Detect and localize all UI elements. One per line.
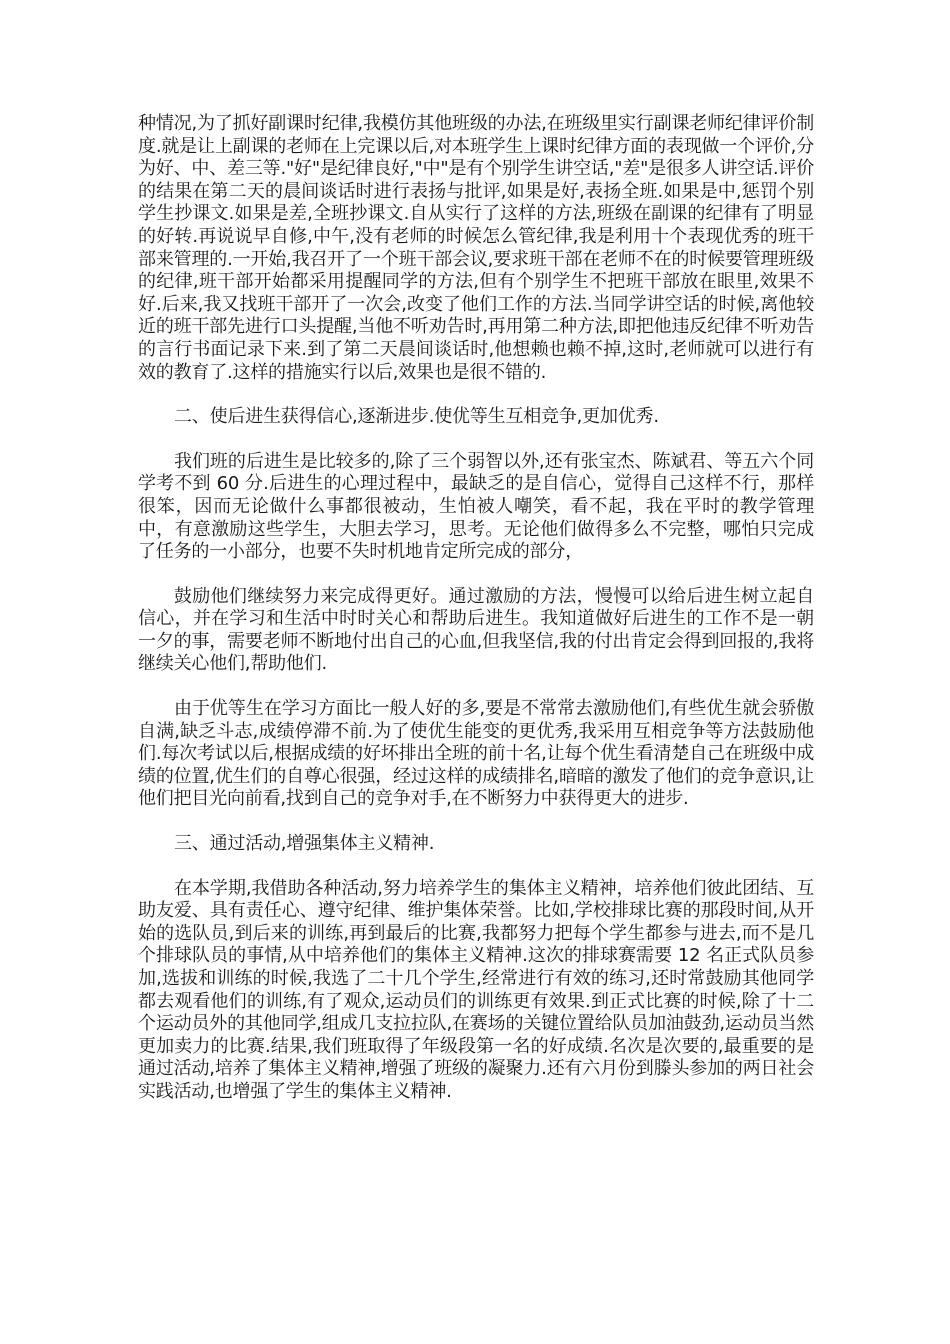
section-heading-three: 三、通过活动,增强集体主义精神. <box>174 833 435 855</box>
section-heading-two: 二、使后进生获得信心,逐渐进步.使优等生互相竞争,更加优秀. <box>174 406 659 428</box>
paragraph-class-discipline: 种情况,为了抓好副课时纪律,我模仿其他班级的办法,在班级里实行副课老师纪律评价制度.就是让上副课的老师在上完课以后,对本班学生上课时纪律方面的表现做一个评价,分为好、中、差三等."好"是纪律良好,"中"是有个别学生讲空话,"差"是很多人讲空话.评价的结果在第二天的晨间谈话时进行表扬与批评,如果是好,表扬全班.如果是中,惩罚个别学生抄课文.如果是差,全班抄课文.自从实行了这样的方法,班级在副课的纪律有了明显的好转.再说说早自修,中午,没有老师的时候怎么管纪律,我是利用十个表现优秀的班干部来管理的.一开始,我召开了一个班干部会议,要求班干部在老师不在的时候要管理班级的纪律,班干部开始都采用提醒同学的方法,但有个别学生不把班干部放在眼里,效果不好.后来,我又找班干部开了一次会,改变了他们工作的方法.当同学讲空话的时候,离他较近的班干部先进行口头提醒,当他不听劝告时,再用第二种方法,即把他违反纪律不听劝告的言行书面记录下来.到了第二天晨间谈话时,他想赖也赖不掉,这时,老师就可以进行有效的教育了.这样的措施实行以后,效果也是很不错的. <box>138 113 814 383</box>
paragraph-encouragement: 鼓励他们继续努力来完成得更好。通过激励的方法，慢慢可以给后进生树立起自信心，并在学习和生活中时时关心和帮助后进生。我知道做好后进生的工作不是一朝一夕的事，需要老师不断地付出自己的心血,但我坚信,我的付出肯定会得到回报的,我将继续关心他们,帮助他们. <box>138 585 814 675</box>
paragraph-top-students: 由于优等生在学习方面比一般人好的多,要是不常常去激励他们,有些优生就会骄傲自满,缺乏斗志,成绩停滞不前.为了使优生能变的更优秀,我采用互相竞争等方法鼓励他们.每次考试以后,根据成绩的好坏排出全班的前十名,让每个优生看清楚自己在班级中成绩的位置,优生们的自尊心很强，经过这样的成绩排名,暗暗的激发了他们的竞争意识,让他们把目光向前看,找到自己的竞争对手,在不断努力中获得更大的进步. <box>138 698 814 810</box>
paragraph-underachievers: 我们班的后进生是比较多的,除了三个弱智以外,还有张宝杰、陈斌君、等五六个同学考不到 60 分.后进生的心理过程中，最缺乏的是自信心，觉得自己这样不行，那样很笨，因而无论做什么事都很被动，生怕被人嘲笑，看不起，我在平时的教学管理中，有意激励这些学生，大胆去学习，思考。无论他们做得多么不完整，哪怕只完成了任务的一小部分，也要不失时机地肯定所完成的部分， <box>138 450 814 563</box>
paragraph-collective-spirit: 在本学期,我借助各种活动,努力培养学生的集体主义精神，培养他们彼此团结、互助友爱、具有责任心、遵守纪律、维护集体荣誉。比如,学校排球比赛的那段时间,从开始的选队员,到后来的训练,再到最后的比赛,我都努力把每个学生都参与进去,而不是几个排球队员的事情,从中培养他们的集体主义精神.这次的排球赛需要 12 名正式队员参加,选拔和训练的时候,我选了二十几个学生,经常进行有效的练习,还时常鼓励其他同学都去观看他们的训练,有了观众,运动员们的训练更有效果.到正式比赛的时候,除了十二个运动员外的其他同学,组成几支拉拉队,在赛场的关键位置给队员加油鼓劲,运动员当然更加卖力的比赛.结果,我们班取得了年级段第一名的好成绩.名次是次要的,最重要的是通过活动,培养了集体主义精神,增强了班级的凝聚力.还有六月份到滕头参加的两日社会实践活动,也增强了学生的集体主义精神. <box>138 877 814 1102</box>
document-page <box>138 113 814 1126</box>
